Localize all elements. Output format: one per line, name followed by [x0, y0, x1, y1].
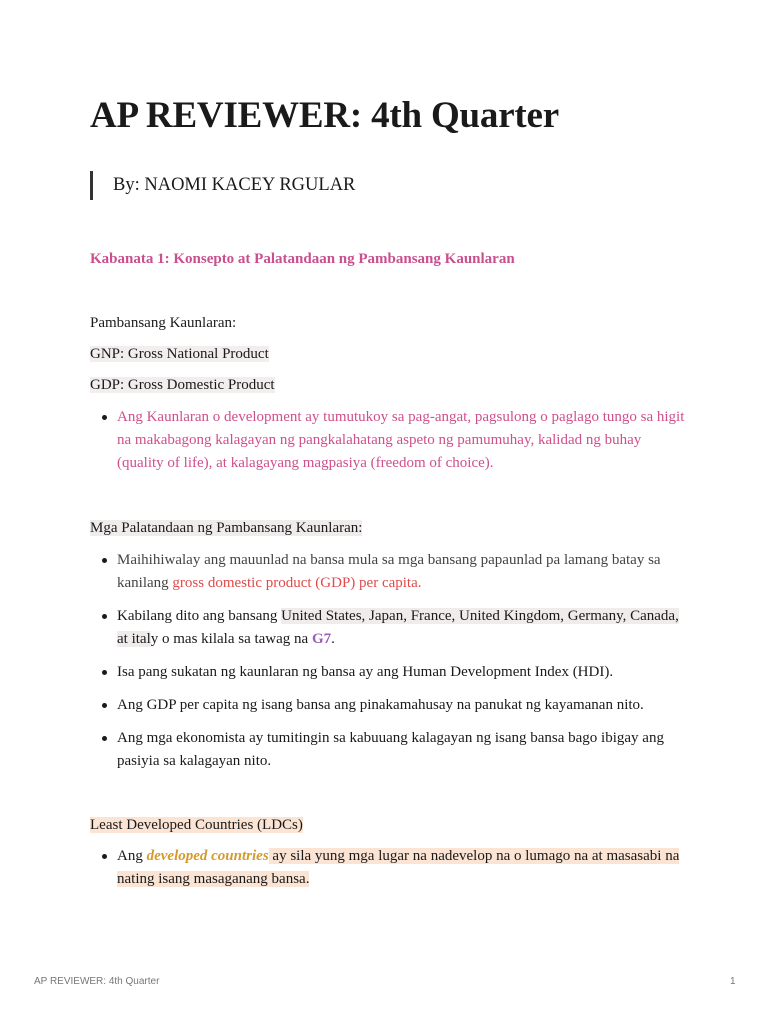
palatandaan-bullet-list	[90, 549, 690, 783]
bullet-text: Isa pang sukatan ng kaunlaran ng bansa ay ang Human Development Index (HDI).	[117, 664, 614, 680]
bullet-text: Maihihiwalay ang mauunlad na bansa mula sa mga bansang papaunlad pa lamang batay sa kanilang	[117, 552, 661, 591]
kaunlaran-bullet-list	[90, 406, 690, 485]
bullet-text: Ang	[117, 848, 147, 864]
bullet-text-end: .	[331, 631, 335, 647]
gdp-per-capita-text: gross domestic product (GDP) per capita.	[172, 575, 422, 591]
section-heading-text: Least Developed Countries (LDCs)	[90, 817, 303, 833]
list-item	[90, 727, 690, 773]
bullet-text: Kabilang dito ang bansang	[117, 608, 282, 624]
section-heading-pambansang	[90, 313, 236, 333]
bullet-text: Ang GDP per capita ng isang bansa ang pinakamahusay na panukat ng kayamanan nito.	[117, 697, 644, 713]
document-title: AP REVIEWER: 4th Quarter	[90, 95, 559, 136]
bullet-text-cont: y o mas kilala sa tawag na	[150, 631, 312, 647]
g7-text: G7	[311, 631, 332, 647]
bullet-text: Ang Kaunlaran o development ay tumutukoy sa pag-angat, pagsulong o paglago tungo sa higit na makabagong kalagayan ng pangkalahatang aspeto ng pamumuhay, kalidad ng buhay (quality of life), at kalagayang magpasiya (freedom of choice).	[117, 409, 685, 471]
gnp-text: GNP: Gross National Product	[90, 346, 269, 362]
gnp-line	[90, 344, 269, 364]
list-item	[90, 661, 690, 684]
developed-countries-text: developed countries	[146, 848, 269, 864]
list-item	[90, 694, 690, 717]
list-item	[90, 549, 690, 595]
byline-text: By: NAOMI KACEY RGULAR	[113, 175, 356, 195]
section-heading-text: Mga Palatandaan ng Pambansang Kaunlaran:	[90, 520, 363, 536]
page-number: 1	[730, 976, 736, 987]
byline-quote	[90, 171, 355, 200]
footer-title: AP REVIEWER: 4th Quarter	[34, 976, 160, 987]
ldc-bullet-list	[90, 845, 690, 901]
chapter-heading: Kabanata 1: Konsepto at Palatandaan ng Pambansang Kaunlaran	[90, 251, 515, 267]
section-heading-palatandaan	[90, 518, 362, 538]
bullet-text-cont: ay sila yung mga lugar na nadevelop na o lumago na at masasabi na nating isang masaganang bansa.	[117, 848, 680, 887]
list-item	[90, 605, 690, 651]
section-heading-text: Pambansang Kaunlaran:	[90, 315, 237, 331]
gdp-text: GDP: Gross Domestic Product	[90, 377, 275, 393]
countries-text: United States, Japan, France, United Kingdom, Germany, Canada, at ital	[117, 608, 679, 647]
bullet-text: Ang mga ekonomista ay tumitingin sa kabuuang kalagayan ng isang bansa bago ibigay ang pasiyia sa kalagayan nito.	[117, 730, 664, 769]
list-item	[90, 406, 690, 475]
list-item	[90, 845, 690, 891]
gdp-line	[90, 375, 275, 395]
section-heading-ldc	[90, 815, 303, 835]
